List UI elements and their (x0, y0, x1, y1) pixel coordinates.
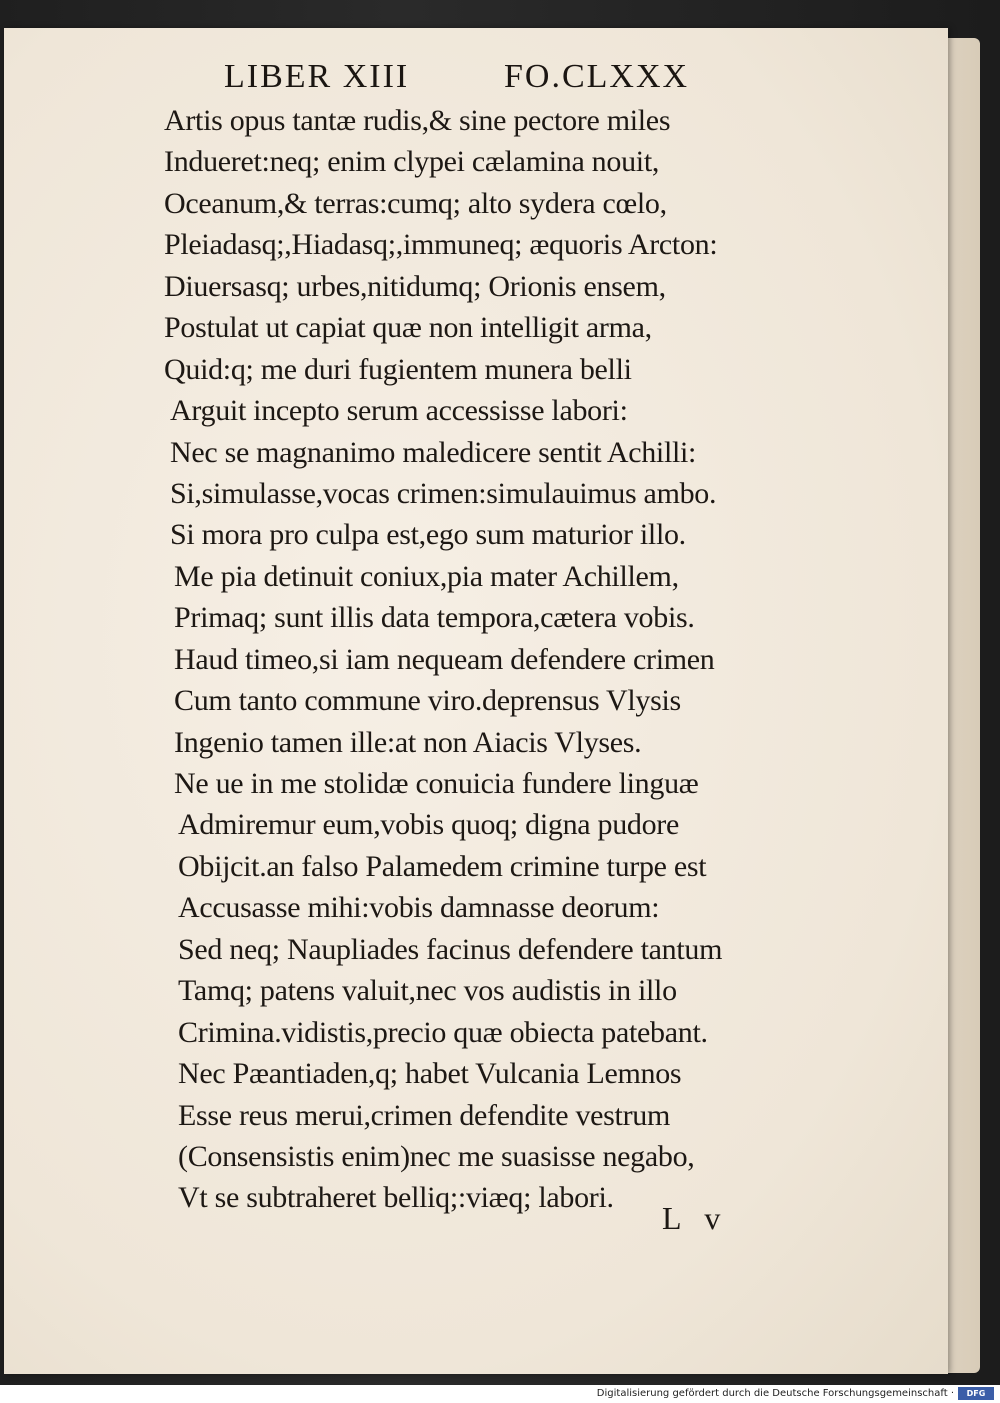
verse-line: Pleiadasq;,Hiadasq;,immuneq; æquoris Arcton: (164, 228, 718, 262)
verse-line: Quid:q; me duri fugientem munera belli (164, 352, 632, 386)
verse-line: Ne ue in me stolidæ conuicia fundere linguæ (174, 767, 699, 800)
book-number: LIBER XIII (224, 58, 410, 95)
dfg-logo: DFG (958, 1387, 994, 1400)
verse-line: Me pia detinuit coniux,pia mater Achillem, (174, 559, 679, 593)
verse-line: Nec se magnanimo maledicere sentit Achilli: (170, 435, 697, 469)
verse-line: Tamq; patens valuit,nec vos audistis in illo (178, 974, 677, 1008)
folio-number: FO.CLXXX (504, 58, 690, 95)
verse-line: Admiremur eum,vobis quoq; digna pudore (178, 808, 680, 842)
signature-mark: L v (662, 1200, 729, 1236)
verse-block (164, 100, 784, 1219)
verse-line: Postulat ut capiat quæ non intelligit arma, (164, 311, 652, 345)
verse-line: Arguit incepto serum accessisse labori: (170, 394, 628, 428)
verse-line: Primaq; sunt illis data tempora,cætera vobis. (174, 601, 695, 635)
verse-line: Esse reus merui,crimen defendite vestrum (178, 1098, 670, 1132)
verse-line: Si mora pro culpa est,ego sum maturior illo. (170, 518, 686, 552)
verse-line: Indueret:neq; enim clypei cælamina nouit, (164, 145, 660, 179)
verse-line: Artis opus tantæ rudis,& sine pectore miles (164, 104, 671, 137)
verse-line: Accusasse mihi:vobis damnasse deorum: (178, 891, 660, 925)
verse-line: Haud timeo,si iam nequeam defendere crimen (174, 642, 715, 676)
verse-line: Ingenio tamen ille:at non Aiacis Vlyses. (174, 725, 642, 759)
verse-line: Crimina.vidistis,precio quæ obiecta patebant. (178, 1015, 708, 1049)
verse-line: Obijcit.an falso Palamedem crimine turpe est (178, 849, 707, 883)
verse-line: Sed neq; Naupliades facinus defendere tantum (178, 932, 723, 966)
verse-line: Si,simulasse,vocas crimen:simulauimus ambo. (170, 476, 717, 510)
running-head (224, 58, 724, 102)
verse-line: Oceanum,& terras:cumq; alto sydera cœlo, (164, 186, 667, 220)
verse-line: (Consensistis enim)nec me suasisse negabo, (178, 1139, 695, 1173)
verse-line: Diuersasq; urbes,nitidumq; Orionis ensem, (164, 269, 666, 303)
verse-line: Nec Pæantiaden,q; habet Vulcania Lemnos (178, 1057, 682, 1091)
digitization-credit: Digitalisierung gefördert durch die Deutsche Forschungsgemeinschaft · (596, 1388, 954, 1399)
verse-line: Vt se subtraheret belliq;:viæq; labori. (178, 1181, 614, 1215)
verse-line: Cum tanto commune viro.deprensus Vlysis (174, 684, 681, 718)
